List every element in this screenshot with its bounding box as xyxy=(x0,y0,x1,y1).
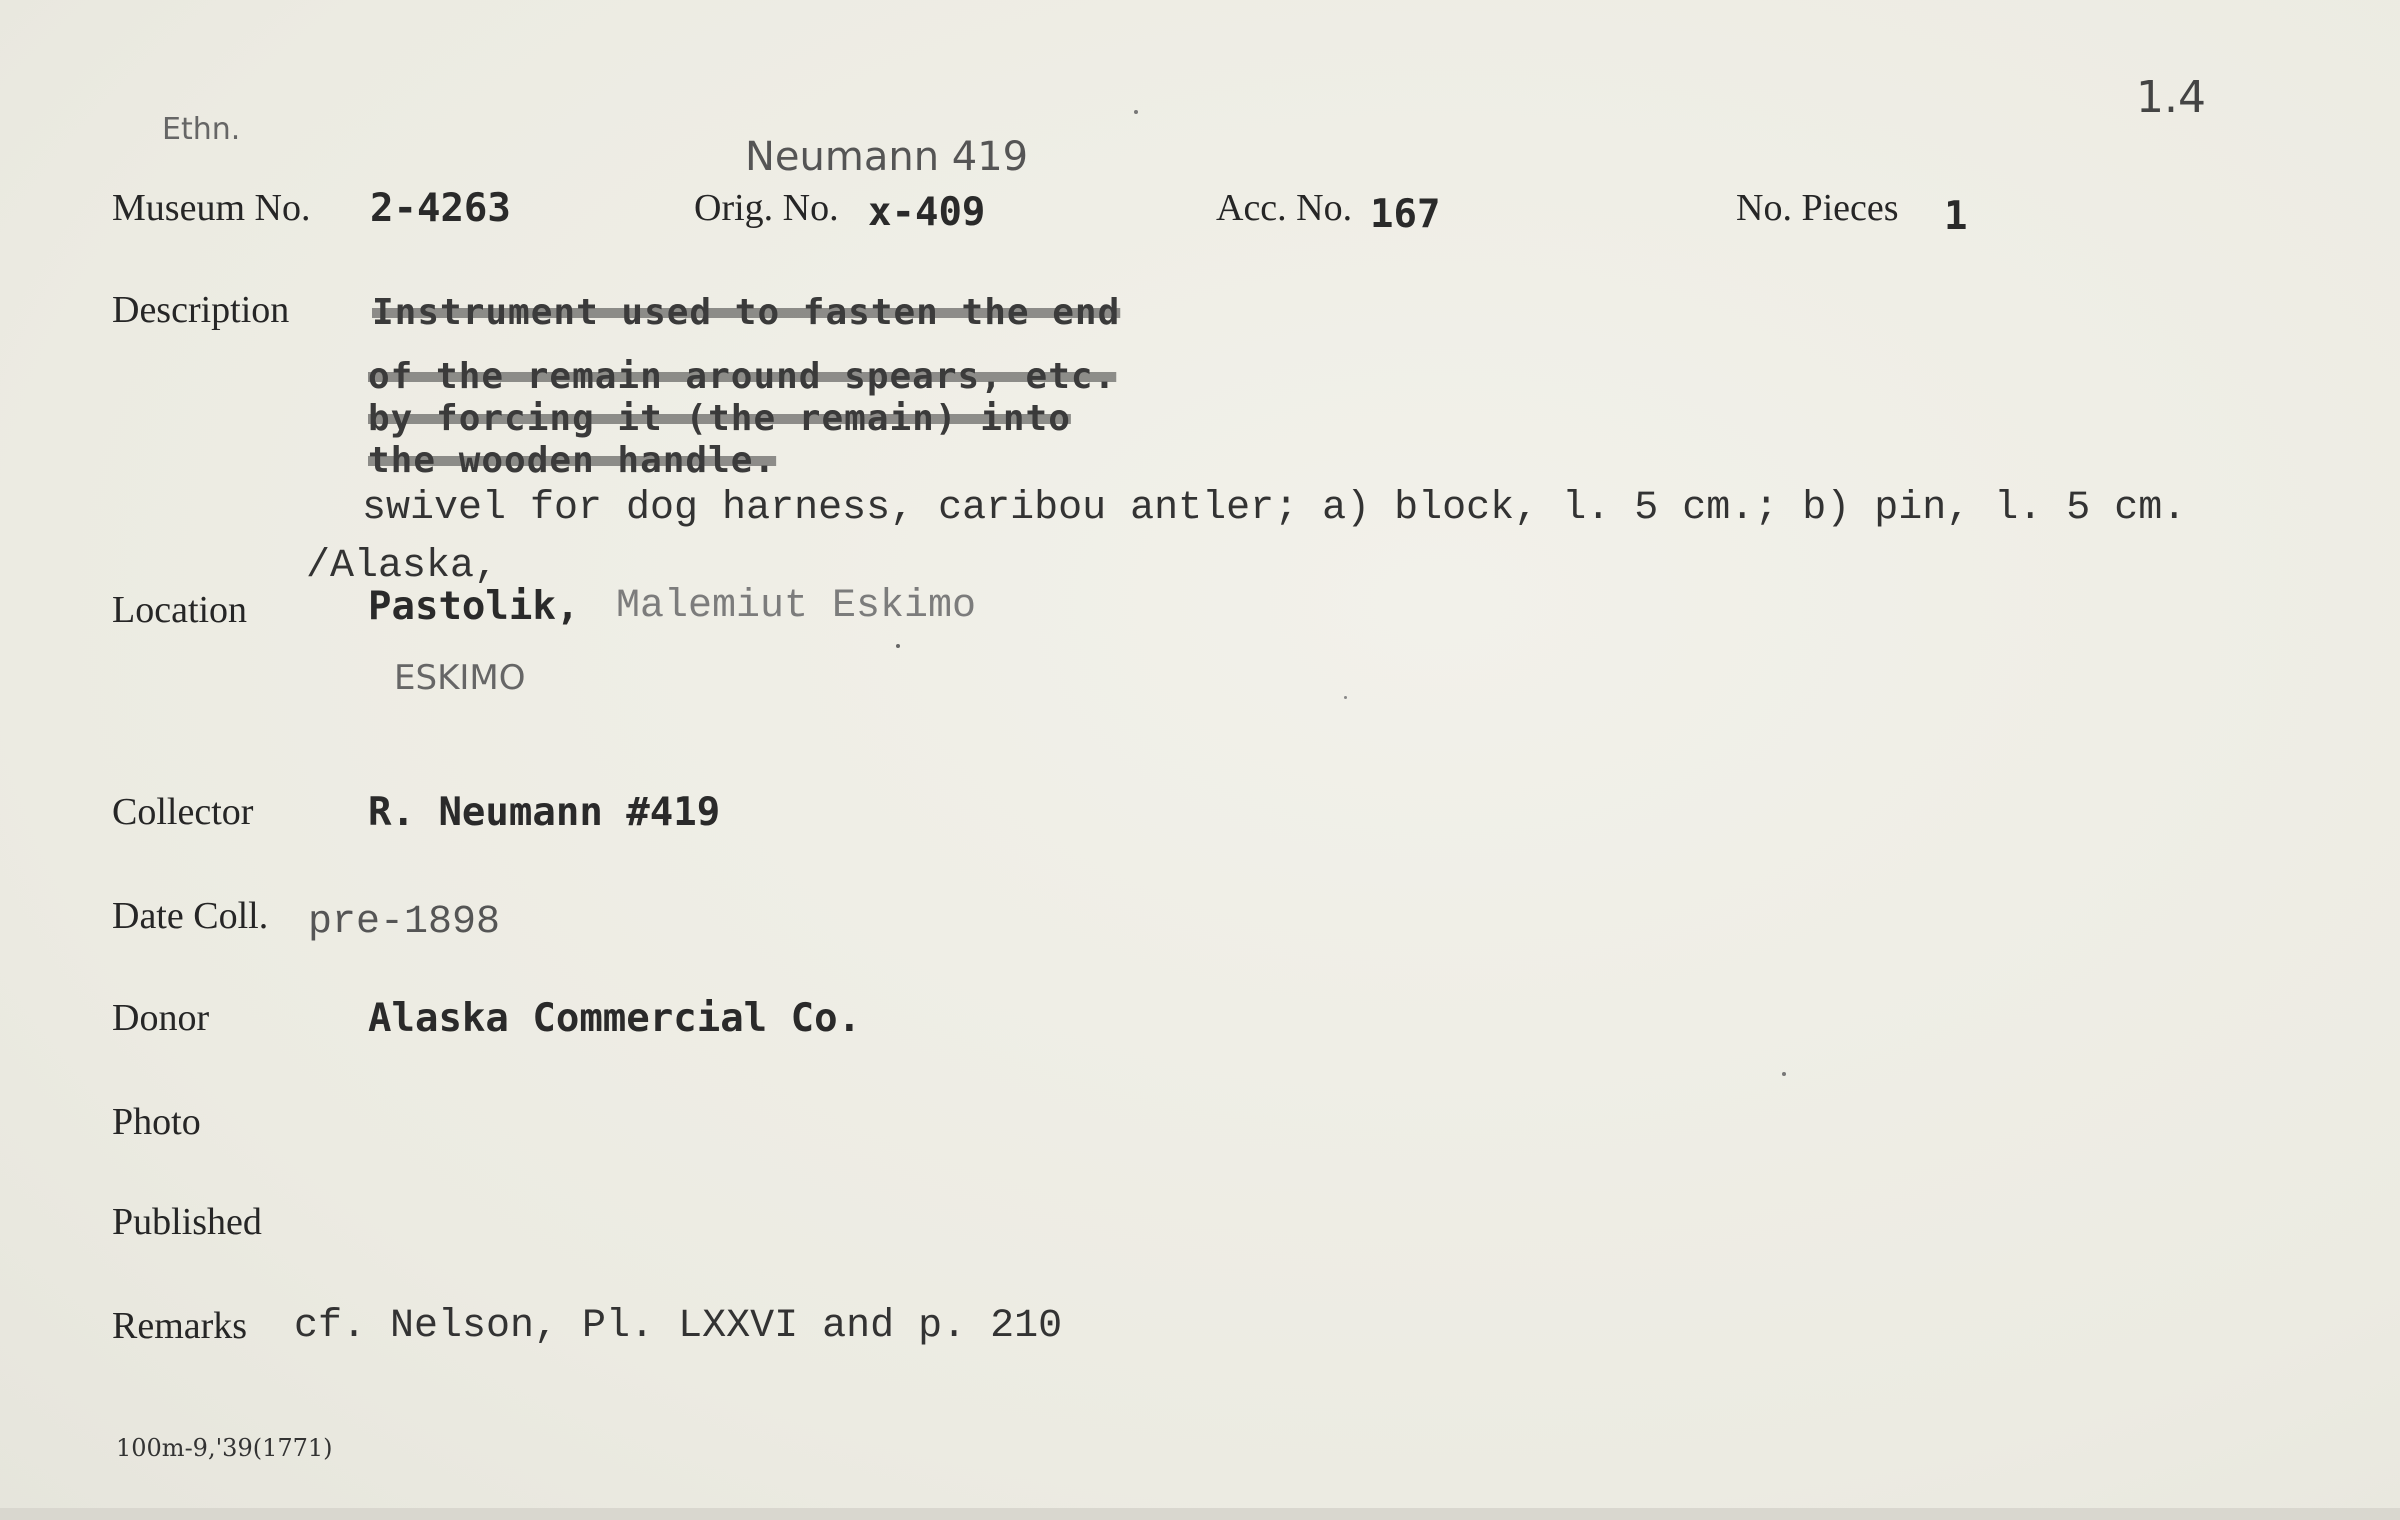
category-stamp: Ethn. xyxy=(162,112,241,147)
collector-label: Collector xyxy=(112,791,254,833)
donor-label: Donor xyxy=(112,997,210,1039)
donor-value: Alaska Commercial Co. xyxy=(368,996,862,1041)
date-coll-label: Date Coll. xyxy=(112,895,269,937)
neumann-note: Neumann 419 xyxy=(745,134,1029,180)
struck-description-line: the wooden handle. xyxy=(368,440,777,481)
struck-description-line: of the remain around spears, etc. xyxy=(368,356,1117,397)
no-pieces-label: No. Pieces xyxy=(1736,187,1899,229)
published-label: Published xyxy=(112,1201,262,1243)
acc-no-value: 167 xyxy=(1370,192,1441,237)
orig-no-label: Orig. No. xyxy=(694,187,839,229)
no-pieces-value: 1 xyxy=(1944,194,1968,239)
paper-speck xyxy=(896,644,900,648)
paper-speck xyxy=(1344,696,1347,699)
collector-value: R. Neumann #419 xyxy=(368,790,721,835)
location-prefix: /Alaska, xyxy=(306,544,499,589)
date-coll-value: pre-1898 xyxy=(308,900,501,945)
struck-description-line: Instrument used to fasten the end xyxy=(372,292,1121,333)
acc-no-label: Acc. No. xyxy=(1216,187,1353,229)
eskimo-stamp: ESKIMO xyxy=(394,658,526,698)
print-code: 100m-9,'39(1771) xyxy=(116,1434,333,1462)
museum-no-label: Museum No. xyxy=(112,187,311,229)
remarks-value: cf. Nelson, Pl. LXXVI and p. 210 xyxy=(294,1304,1063,1349)
remarks-label: Remarks xyxy=(112,1305,248,1347)
description-label: Description xyxy=(112,289,290,331)
location-label: Location xyxy=(112,589,248,631)
catalog-mark: 1.4 xyxy=(2136,72,2206,123)
description-text: swivel for dog harness, caribou antler; a) block, l. 5 cm.; b) pin, l. 5 cm. xyxy=(362,486,2187,531)
photo-label: Photo xyxy=(112,1101,201,1143)
location-value: Pastolik, xyxy=(368,584,580,629)
location-group: Malemiut Eskimo xyxy=(616,584,977,629)
paper-speck xyxy=(1782,1072,1786,1076)
orig-no-value: x-409 xyxy=(868,190,986,235)
struck-description-line: by forcing it (the remain) into xyxy=(368,398,1071,439)
paper-speck xyxy=(1134,110,1138,114)
museum-no-value: 2-4263 xyxy=(370,186,511,231)
